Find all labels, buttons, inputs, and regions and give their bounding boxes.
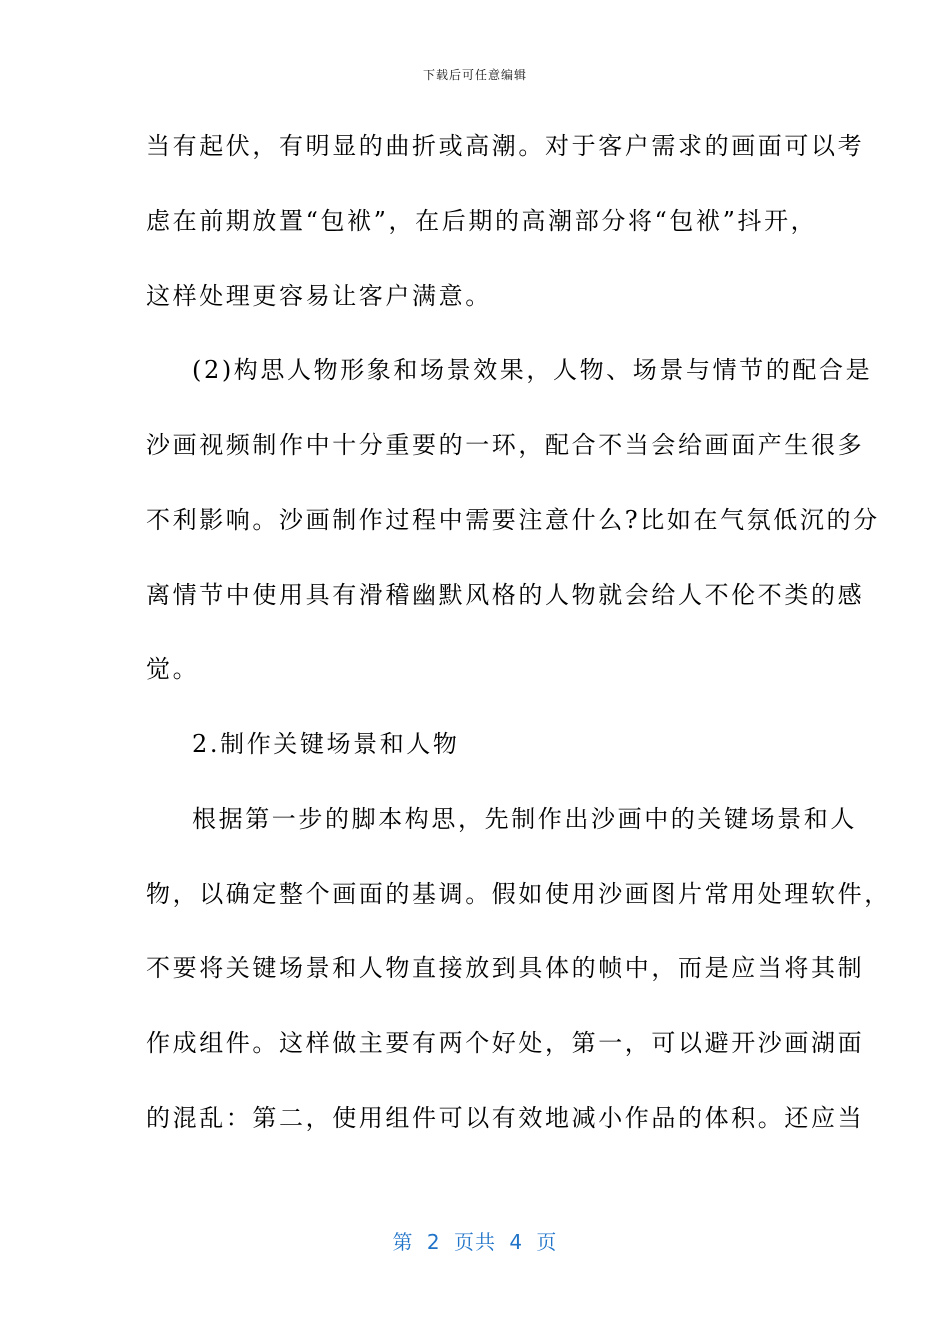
section-heading: 2.制作关键场景和人物 [192, 730, 460, 758]
text-line: 不要将关键场景和人物直接放到具体的帧中，而是应当将其制 [146, 954, 865, 982]
text-line: 作成组件。这样做主要有两个好处，第一，可以避开沙画湖面 [146, 1029, 865, 1057]
text-line: (2)构思人物形象和场景效果，人物、场景与情节的配合是 [192, 356, 873, 384]
text-line: 沙画视频制作中十分重要的一环，配合不当会给画面产生很多 [146, 431, 865, 459]
header-note: 下载后可任意编辑 [422, 68, 527, 82]
text-line: 根据第一步的脚本构思，先制作出沙画中的关键场景和人 [192, 805, 857, 833]
page-number-footer: 第 2 页共 4 页 [392, 1230, 558, 1254]
text-line: 的混乱：第二，使用组件可以有效地减小作品的体积。还应当 [146, 1104, 865, 1132]
text-line: 这样处理更容易让客户满意。 [146, 282, 492, 310]
text-line: 当有起伏，有明显的曲折或高潮。对于客户需求的画面可以考 [146, 132, 865, 160]
text-line: 不利影响。沙画制作过程中需要注意什么?比如在气氛低沉的分 [146, 506, 880, 534]
text-line: 物，以确定整个画面的基调。假如使用沙画图片常用处理软件， [146, 880, 891, 908]
text-line: 离情节中使用具有滑稽幽默风格的人物就会给人不伦不类的感 [146, 581, 865, 609]
text-line: 觉。 [146, 655, 200, 683]
text-line: 虑在前期放置“包袱”，在后期的高潮部分将“包袱”抖开， [146, 207, 818, 235]
